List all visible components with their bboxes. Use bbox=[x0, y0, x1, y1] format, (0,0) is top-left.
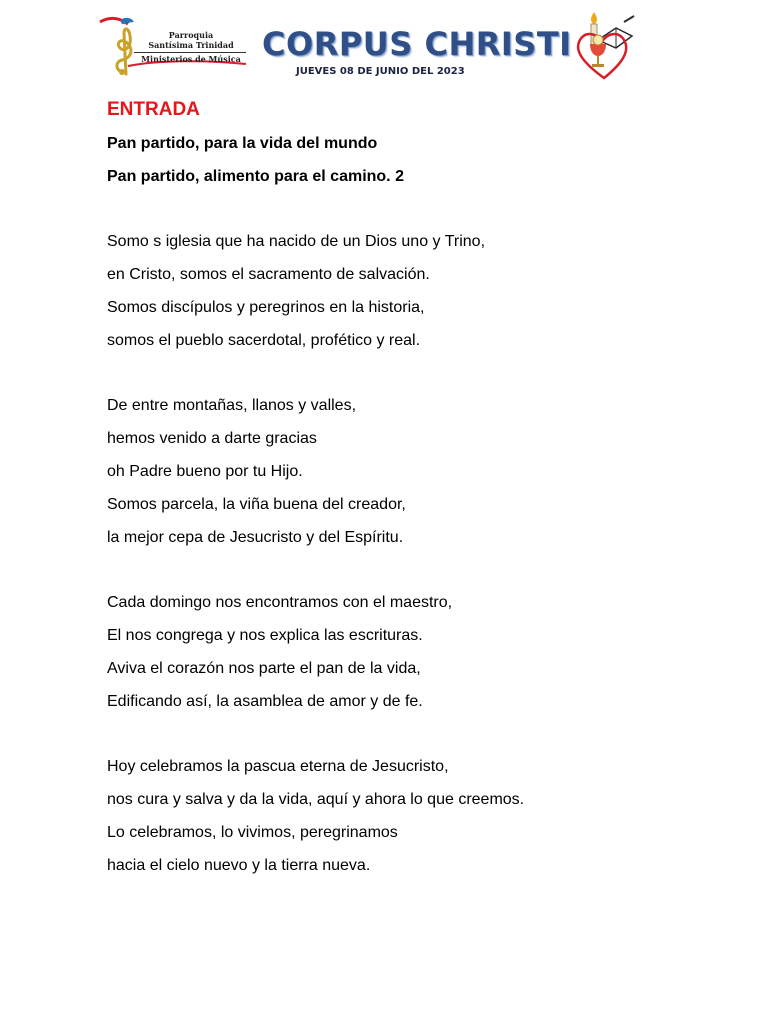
page-date: JUEVES 08 DE JUNIO DEL 2023 bbox=[296, 66, 465, 77]
logo-line-parish-name: Santísima Trinidad bbox=[148, 40, 234, 50]
stanza-line: Cada domingo nos encontramos con el maestro, bbox=[107, 594, 453, 612]
logo-line-parroquia: Parroquia bbox=[168, 30, 214, 40]
page-header bbox=[0, 0, 768, 90]
stanza bbox=[107, 587, 707, 718]
stanza-line: hemos venido a darte gracias bbox=[107, 430, 317, 448]
page-title: CORPUS CHRISTI bbox=[262, 25, 572, 63]
stanza-line: El nos congrega y nos explica las escrituras. bbox=[107, 626, 423, 644]
stanza-line: Edificando así, la asamblea de amor y de fe. bbox=[107, 692, 423, 710]
stanza-line: Aviva el corazón nos parte el pan de la vida, bbox=[107, 659, 421, 677]
stanza-line: nos cura y salva y da la vida, aquí y ahora lo que creemos. bbox=[107, 790, 525, 808]
stanza-line: somos el pueblo sacerdotal, profético y real. bbox=[107, 331, 421, 349]
stanza-line: Hoy celebramos la pascua eterna de Jesucristo, bbox=[107, 758, 449, 776]
logo-line-ministry: Ministerios de Música bbox=[141, 54, 241, 64]
stanza bbox=[107, 390, 707, 554]
parish-logo bbox=[98, 14, 248, 78]
logo-divider bbox=[134, 52, 246, 53]
stanza-line: Somos parcela, la viña buena del creador, bbox=[107, 495, 406, 513]
stanza-line: la mejor cepa de Jesucristo y del Espíritu. bbox=[107, 528, 404, 546]
chorus bbox=[107, 128, 707, 194]
section-heading: ENTRADA bbox=[107, 99, 200, 120]
chorus-line: Pan partido, para la vida del mundo bbox=[107, 135, 378, 152]
stanza bbox=[107, 751, 707, 882]
parish-logo-text bbox=[136, 30, 246, 64]
stanza-line: oh Padre bueno por tu Hijo. bbox=[107, 462, 303, 480]
stanza-line: De entre montañas, llanos y valles, bbox=[107, 397, 357, 415]
stanza-line: Somos discípulos y peregrinos en la historia, bbox=[107, 298, 425, 316]
stanza-line: hacia el cielo nuevo y la tierra nueva. bbox=[107, 856, 371, 874]
stanza-line: en Cristo, somos el sacramento de salvación. bbox=[107, 266, 430, 284]
stanza-line: Lo celebramos, lo vivimos, peregrinamos bbox=[107, 823, 398, 841]
song-content bbox=[107, 96, 707, 882]
eucharist-emblem bbox=[572, 10, 636, 82]
stanza bbox=[107, 226, 707, 357]
heart-candle-book-icon bbox=[572, 10, 636, 82]
stanza-line: Somo s iglesia que ha nacido de un Dios uno y Trino, bbox=[107, 233, 486, 251]
chorus-line: Pan partido, alimento para el camino. 2 bbox=[107, 167, 404, 185]
